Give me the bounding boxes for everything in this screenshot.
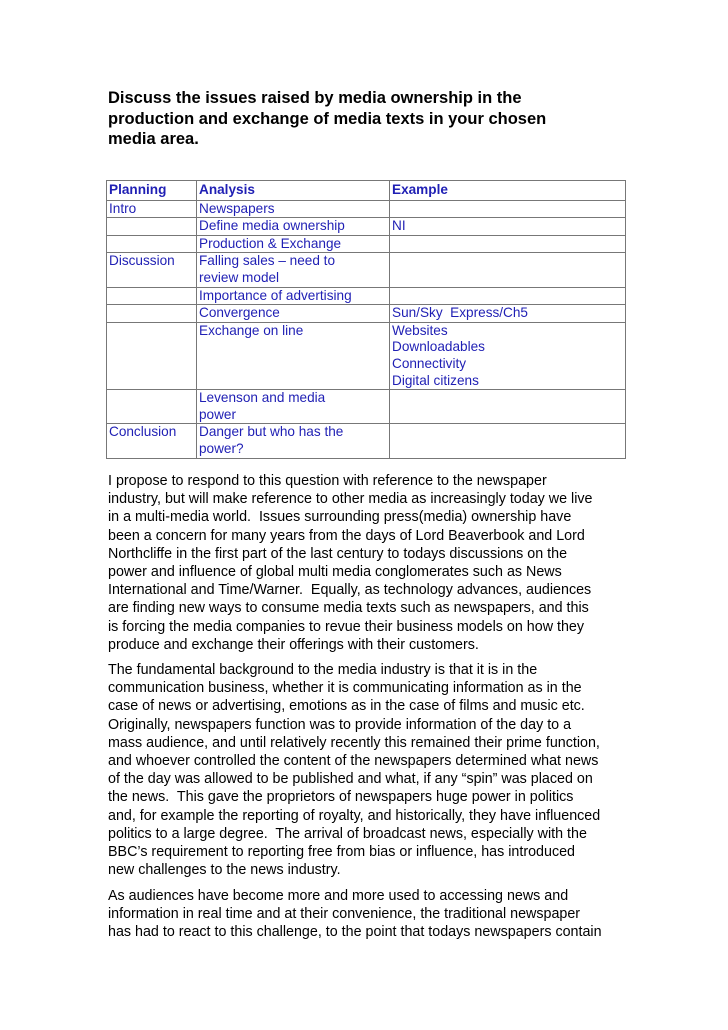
analysis-cell [197, 200, 390, 218]
table-row [107, 322, 626, 389]
table-row [107, 235, 626, 253]
example-line: Sun/Sky Express/Ch5 [392, 305, 528, 321]
example-line: NI [392, 218, 406, 234]
text-line: case of news or advertising, emotions as in the case of films and music etc. [108, 698, 585, 715]
text-line: new challenges to the news industry. [108, 862, 341, 879]
text-line: Originally, newspapers function was to provide information of the day to a [108, 716, 572, 733]
table-row [107, 218, 626, 236]
text-line: the news. This gave the proprietors of newspapers huge power in politics [108, 789, 574, 806]
table-row [107, 200, 626, 218]
example-cell [390, 390, 626, 424]
table-row [107, 287, 626, 305]
example-line: Connectivity [392, 355, 467, 371]
analysis-line: power? [199, 440, 244, 456]
example-cell [390, 200, 626, 218]
title-line: production and exchange of media texts in your chosen [108, 109, 547, 128]
table-row [107, 390, 626, 424]
table-header-row [107, 181, 626, 201]
analysis-cell [197, 287, 390, 305]
planning-cell [107, 390, 197, 424]
header-planning: Planning [107, 181, 197, 201]
example-cell [390, 235, 626, 253]
analysis-line: Production & Exchange [199, 235, 342, 251]
planning-cell [107, 305, 197, 323]
analysis-cell [197, 322, 390, 389]
text-line: and, for example the reporting of royalty, and historically, they have influenced [108, 807, 601, 824]
paragraph-2 [108, 661, 628, 879]
example-cell [390, 424, 626, 458]
analysis-cell [197, 305, 390, 323]
example-cell [390, 305, 626, 323]
planning-table [106, 180, 626, 459]
text-line: and whoever controlled the content of the newspapers determined what news [108, 753, 599, 770]
planning-cell: Discussion [107, 253, 197, 287]
analysis-cell [197, 390, 390, 424]
text-line: are finding new ways to consume media texts such as newspapers, and this [108, 600, 589, 617]
table-row [107, 424, 626, 458]
text-line: power and influence of global multi media conglomerates such as News [108, 564, 562, 581]
example-line: Downloadables [392, 339, 485, 355]
analysis-cell [197, 235, 390, 253]
planning-cell [107, 235, 197, 253]
example-cell [390, 253, 626, 287]
planning-cell: Intro [107, 200, 197, 218]
paragraph-1 [108, 472, 628, 654]
paragraph-3 [108, 887, 628, 942]
analysis-line: Danger but who has the [199, 424, 344, 440]
text-line: of the day was allowed to be published and what, if any “spin” was placed on [108, 771, 593, 788]
text-line: communication business, whether it is communicating information as in the [108, 680, 582, 697]
analysis-line: power [199, 406, 237, 422]
text-line: BBC’s requirement to reporting free from bias or influence, has introduced [108, 844, 576, 861]
text-line: International and Time/Warner. Equally, as technology advances, audiences [108, 582, 592, 599]
analysis-line: Convergence [199, 305, 280, 321]
analysis-line: Falling sales – need to [199, 253, 336, 269]
analysis-cell [197, 253, 390, 287]
text-line: industry, but will make reference to other media as increasingly today we live [108, 491, 593, 508]
analysis-line: Exchange on line [199, 322, 304, 338]
text-line: has had to react to this challenge, to the point that todays newspapers contain [108, 924, 602, 941]
title-line: Discuss the issues raised by media ownership in the [108, 89, 522, 107]
planning-cell [107, 322, 197, 389]
planning-cell [107, 218, 197, 236]
text-line: been a concern for many years from the days of Lord Beaverbook and Lord [108, 527, 585, 544]
text-line: The fundamental background to the media industry is that it is in the [108, 662, 538, 678]
text-line: I propose to respond to this question with reference to the newspaper [108, 473, 547, 489]
example-line: Websites [392, 322, 448, 338]
example-cell [390, 287, 626, 305]
text-line: politics to a large degree. The arrival of broadcast news, especially with the [108, 825, 587, 842]
analysis-line: Newspapers [199, 200, 275, 216]
text-line: is forcing the media companies to revue their business models on how they [108, 618, 585, 635]
example-line: Digital citizens [392, 372, 479, 388]
planning-cell [107, 287, 197, 305]
header-example: Example [390, 181, 626, 201]
example-cell [390, 322, 626, 389]
example-cell [390, 218, 626, 236]
table-row [107, 305, 626, 323]
header-analysis: Analysis [197, 181, 390, 201]
text-line: information in real time and at their convenience, the traditional newspaper [108, 906, 581, 923]
text-line: mass audience, and until relatively recently this remained their prime function, [108, 734, 600, 751]
document-title [108, 88, 608, 150]
analysis-line: review model [199, 269, 280, 285]
analysis-line: Levenson and media [199, 390, 326, 406]
analysis-cell [197, 424, 390, 458]
text-line: As audiences have become more and more used to accessing news and [108, 888, 569, 904]
text-line: produce and exchange their offerings with their customers. [108, 636, 479, 653]
table-row [107, 253, 626, 287]
analysis-line: Define media ownership [199, 218, 345, 234]
analysis-line: Importance of advertising [199, 287, 352, 303]
analysis-cell [197, 218, 390, 236]
planning-cell: Conclusion [107, 424, 197, 458]
title-line: media area. [108, 130, 199, 148]
text-line: Northcliffe in the first part of the last century to todays discussions on the [108, 545, 568, 562]
text-line: in a multi-media world. Issues surrounding press(media) ownership have [108, 509, 572, 526]
